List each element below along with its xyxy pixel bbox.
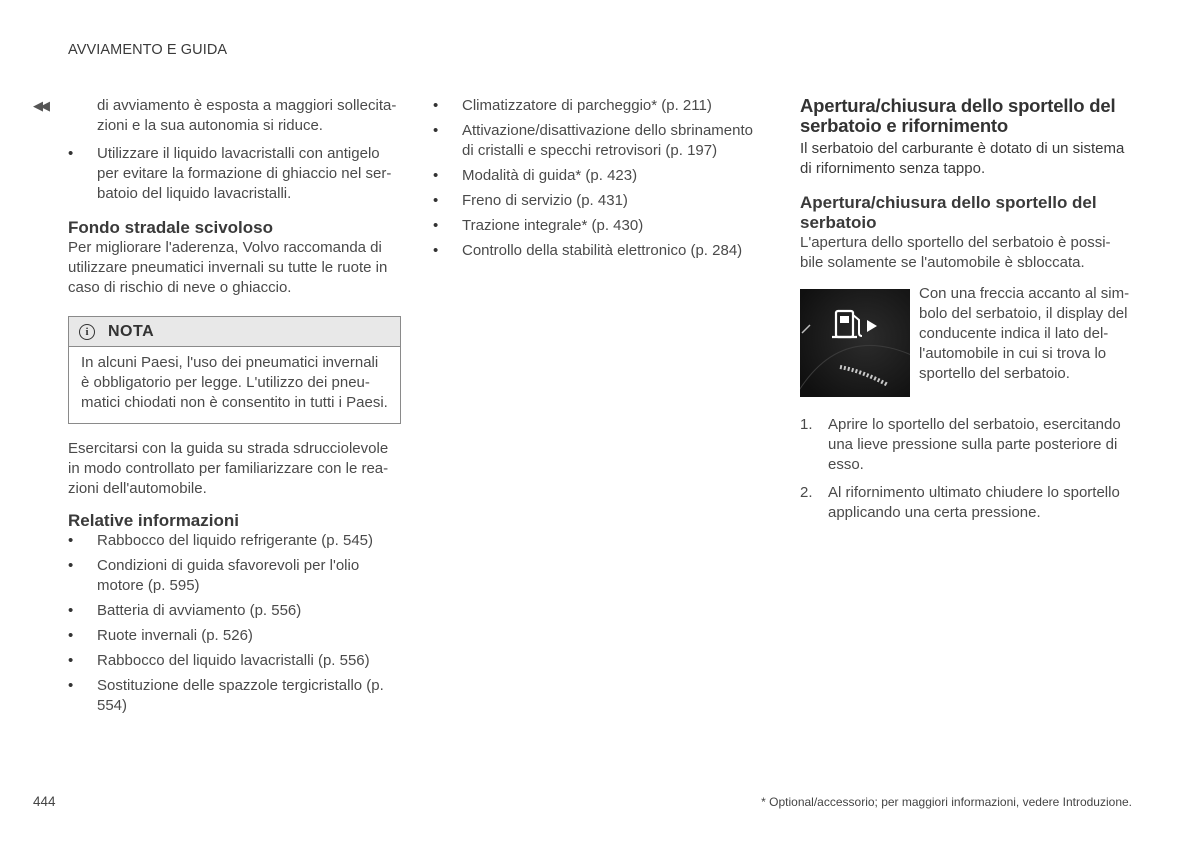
related-link[interactable]: • Climatizzatore di parcheggio* (p. 211) <box>433 96 765 116</box>
figure-caption: Con una freccia accanto al sim-bolo del serbatoio, il display del conducente indica il lato del-l'automobile in cui si trova lo sportello del serbatoio. <box>919 285 1130 382</box>
step-text: Aprire lo sportello del serbatoio, esercitando una lieve pressione sulla parte posteriore di esso. <box>828 416 1121 473</box>
column-1 <box>68 96 401 721</box>
note-body: In alcuni Paesi, l'uso dei pneumatici invernali è obbligatorio per legge. L'utilizzo dei pneu-matici chiodati non è consentito in tutti i Paesi. <box>81 354 388 411</box>
step-list <box>800 415 1132 523</box>
note-title: NOTA <box>108 322 155 340</box>
step-item <box>800 483 1132 523</box>
related-link[interactable]: • Batteria di avviamento (p. 556) <box>68 601 401 621</box>
related-link[interactable]: • Rabbocco del liquido refrigerante (p. 545) <box>68 531 401 551</box>
fuel-pump-arrow-icon <box>800 289 910 397</box>
related-link[interactable]: • Ruote invernali (p. 526) <box>68 626 401 646</box>
step-number: 1. <box>800 416 813 433</box>
note-header <box>69 317 400 347</box>
step-item <box>800 415 1132 475</box>
practice-paragraph: Esercitarsi con la guida su strada sdrucciolevole in modo controllato per familiarizzare con le rea-zioni dell'automobile. <box>68 440 389 497</box>
related-info-list <box>68 531 401 716</box>
related-info-heading: Relative informazioni <box>68 511 239 530</box>
section-heading-slippery-road: Fondo stradale scivoloso <box>68 218 273 237</box>
related-link[interactable]: • Rabbocco del liquido lavacristalli (p. 556) <box>68 651 401 671</box>
column-3 <box>800 96 1132 531</box>
related-link[interactable]: • Modalità di guida* (p. 423) <box>433 166 765 186</box>
running-header: AVVIAMENTO E GUIDA <box>68 42 228 58</box>
subsection-paragraph: L'apertura dello sportello del serbatoio è possi-bile solamente se l'automobile è sbloccata. <box>800 234 1111 271</box>
related-link[interactable]: • Freno di servizio (p. 431) <box>433 191 765 211</box>
figure <box>800 284 1132 397</box>
continuation-arrow-icon: ◀◀ <box>33 98 47 113</box>
step-number: 2. <box>800 484 813 501</box>
note-box <box>68 316 401 424</box>
continued-paragraph: di avviamento è esposta a maggiori sollecita-zioni e la sua autonomia si riduce. <box>97 97 397 134</box>
column-2 <box>433 96 765 266</box>
section-paragraph: Per migliorare l'aderenza, Volvo raccomanda di utilizzare pneumatici invernali su tutte le ruote in caso di rischio di neve o ghiaccio. <box>68 239 388 296</box>
subsection-heading: Apertura/chiusura dello sportello del serbatoio <box>800 193 1097 232</box>
driver-display-image <box>800 289 910 397</box>
footnote: * Optional/accessorio; per maggiori informazioni, vedere Introduzione. <box>761 795 1132 809</box>
step-text: Al rifornimento ultimato chiudere lo sportello applicando una certa pressione. <box>828 484 1120 521</box>
bullet-list-top <box>68 144 401 204</box>
section-intro: Il serbatoio del carburante è dotato di un sistema di rifornimento senza tappo. <box>800 140 1125 177</box>
related-link[interactable]: • Trazione integrale* (p. 430) <box>433 216 765 236</box>
section-title-fuel-door: Apertura/chiusura dello sportello del serbatoio e rifornimento <box>800 95 1116 136</box>
related-link[interactable]: • Sostituzione delle spazzole tergicristallo (p. 554) <box>68 676 401 716</box>
related-link[interactable]: • Condizioni di guida sfavorevoli per l'olio motore (p. 595) <box>68 556 401 596</box>
page-number: 444 <box>33 794 56 809</box>
related-link[interactable]: • Attivazione/disattivazione dello sbrinamento di cristalli e specchi retrovisori (p. 197) <box>433 121 765 161</box>
related-link[interactable]: • Controllo della stabilità elettronico (p. 284) <box>433 241 765 261</box>
related-info-list-continued <box>433 96 765 261</box>
list-item: • Utilizzare il liquido lavacristalli con antigelo per evitare la formazione di ghiaccio nel ser-batoio del liquido lavacristalli. <box>68 144 401 204</box>
info-icon: i <box>79 324 95 340</box>
